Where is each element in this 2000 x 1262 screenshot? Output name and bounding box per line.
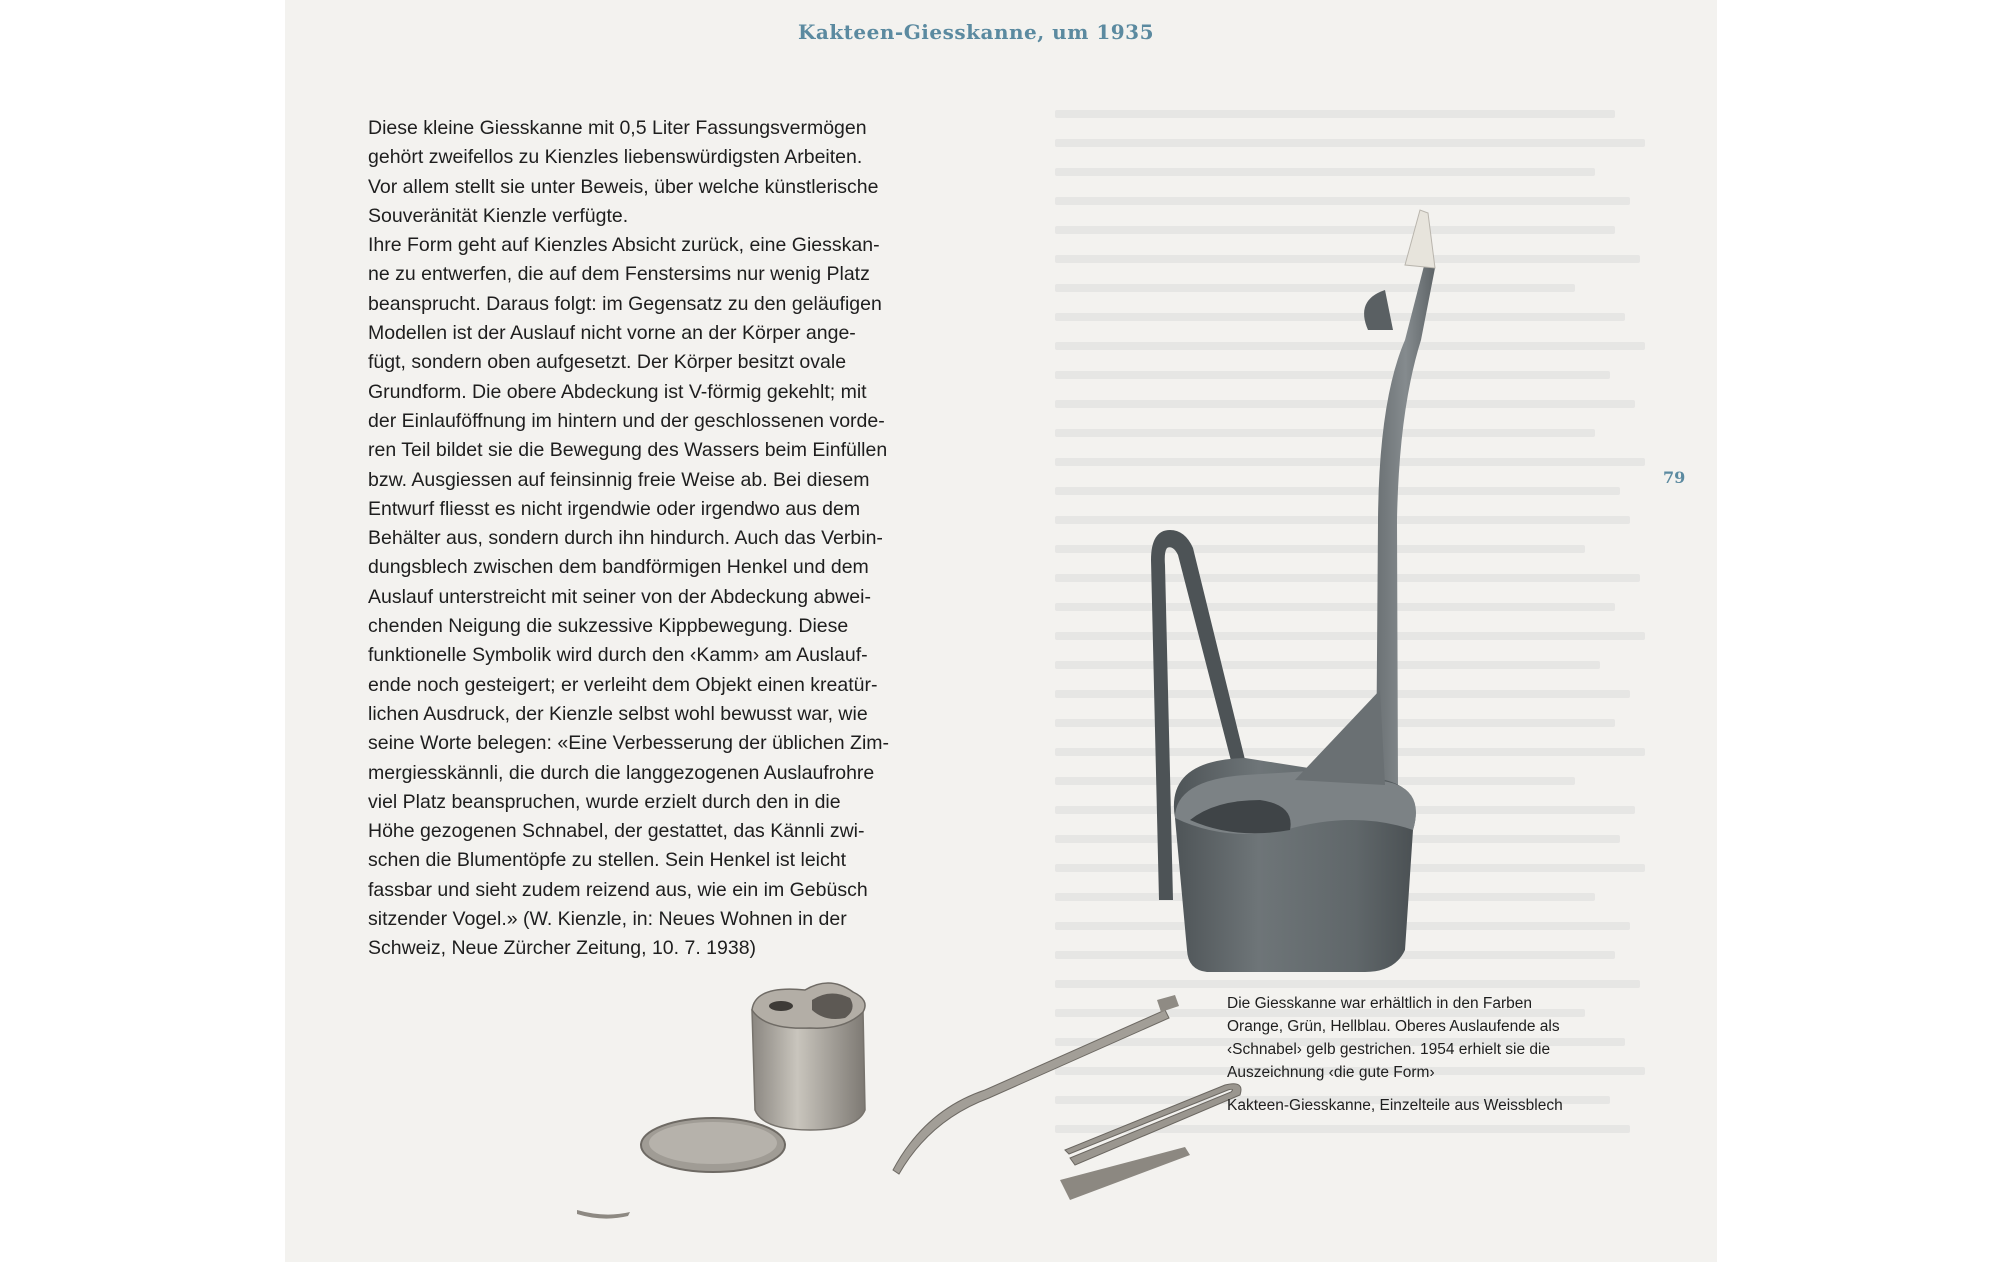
body-line: der Einlauföffnung im hintern und der geschlossenen vorde- bbox=[368, 409, 885, 432]
body-line: Höhe gezogenen Schnabel, der gestattet, das Kännli zwi- bbox=[368, 820, 865, 843]
body-line: ren Teil bildet sie die Bewegung des Wassers beim Einfüllen bbox=[368, 439, 888, 462]
body-line: Schweiz, Neue Zürcher Zeitung, 10. 7. 1938) bbox=[368, 937, 757, 960]
body-line: lichen Ausdruck, der Kienzle selbst wohl bewusst war, wie bbox=[368, 702, 868, 725]
body-line: Diese kleine Giesskanne mit 0,5 Liter Fassungsvermögen bbox=[368, 117, 867, 139]
caption-lines bbox=[1227, 992, 1647, 1084]
body-line: mergiesskännli, die durch die langgezogenen Auslaufrohre bbox=[368, 761, 875, 784]
body-line: chenden Neigung die sukzessive Kippbewegung. Diese bbox=[368, 615, 849, 638]
body-line: dungsblech zwischen dem bandförmigen Henkel und dem bbox=[368, 556, 869, 579]
body-line: sitzender Vogel.» (W. Kienzle, in: Neues Wohnen in der bbox=[368, 908, 847, 931]
body-line: funktionelle Symbolik wird durch den ‹Kamm› am Auslauf- bbox=[368, 644, 868, 667]
book-page bbox=[285, 0, 1717, 1262]
page-number: 79 bbox=[1663, 468, 1686, 487]
body-line: Vor allem stellt sie unter Beweis, über welche künstlerische bbox=[368, 175, 879, 198]
body-line: fügt, sondern oben aufgesetzt. Der Körper besitzt ovale bbox=[368, 351, 847, 374]
body-line: Modellen ist der Auslauf nicht vorne an der Körper ange- bbox=[368, 322, 856, 345]
body-line: gehört zweifellos zu Kienzles liebenswürdigsten Arbeiten. bbox=[368, 146, 863, 169]
photo-caption bbox=[1227, 992, 1647, 1117]
body-line: viel Platz beanspruchen, wurde erzielt durch den in die bbox=[368, 790, 841, 813]
parts-caption: Kakteen-Giesskanne, Einzelteile aus Weissblech bbox=[1227, 1097, 1563, 1114]
page-title: Kakteen-Giesskanne, um 1935 bbox=[797, 20, 1155, 44]
body-line: schen die Blumentöpfe zu stellen. Sein Henkel ist leicht bbox=[368, 849, 847, 872]
caption-line: ‹Schnabel› gelb gestrichen. 1954 erhielt sie die bbox=[1227, 1041, 1551, 1058]
body-line: ende noch gesteigert; er verleiht dem Objekt einen kreatür- bbox=[368, 673, 878, 696]
body-line: Grundform. Die obere Abdeckung ist V-förmig gekehlt; mit bbox=[368, 380, 867, 403]
body-line: bzw. Ausgiessen auf feinsinnig freie Weise ab. Bei diesem bbox=[368, 468, 870, 491]
caption-line: Orange, Grün, Hellblau. Oberes Auslaufende als bbox=[1227, 1018, 1560, 1035]
body-line: Entwurf fliesst es nicht irgendwie oder irgendwo aus dem bbox=[368, 497, 861, 520]
body-line: seine Worte belegen: «Eine Verbesserung der üblichen Zim- bbox=[368, 732, 890, 755]
body-line: Behälter aus, sondern durch ihn hindurch. Auch das Verbin- bbox=[368, 527, 883, 550]
caption-line: Die Giesskanne war erhältlich in den Farben bbox=[1227, 995, 1532, 1012]
body-line: fassbar und sieht zudem reizend aus, wie ein im Gebüsch bbox=[368, 878, 868, 901]
body-line: Auslauf unterstreicht mit seiner von der Abdeckung abwei- bbox=[368, 585, 871, 608]
body-line: Ihre Form geht auf Kienzles Absicht zurück, eine Giesskan- bbox=[368, 234, 880, 257]
caption-line: Auszeichnung ‹die gute Form› bbox=[1227, 1064, 1435, 1081]
body-line: Souveränität Kienzle verfügte. bbox=[368, 204, 629, 227]
body-line: ne zu entwerfen, die auf dem Fenstersims nur wenig Platz bbox=[368, 263, 870, 286]
body-line: beansprucht. Daraus folgt: im Gegensatz zu den geläufigen bbox=[368, 292, 882, 315]
